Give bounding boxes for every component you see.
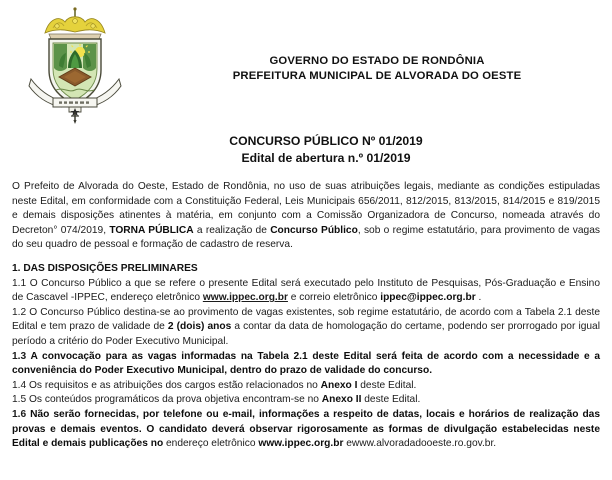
clause-1-1-text-c: . [475, 292, 482, 304]
preamble-text-3: , sob o regime estatutário, para provimento de vagas do seu quadro de pessoal e formação de cadastro de reserva. [12, 224, 600, 251]
ippec-email[interactable]: ippec@ippec.org.br [380, 292, 476, 304]
preamble-bold-concurso-publico: Concurso Público [270, 224, 358, 236]
clause-1-6-number: 1.6 [12, 408, 31, 420]
clause-1-3-number: 1.3 [12, 350, 31, 362]
clause-1-6-reg-a: endereço eletrônico [166, 438, 259, 450]
clause-1-3-text: A convocação para as vagas informadas na Tabela 2.1 deste Edital será feita de acordo com a necessidade e a conveniência do Poder Executivo Municipal, dentro do prazo de validade do concurso. [12, 350, 600, 377]
clause-1-5-text-b: deste Edital. [361, 394, 421, 406]
preamble-text-1: O Prefeito de Alvorada do Oeste, Estado de Rondônia, no uso de suas atribuições legais, mediante as condições estipuladas neste Edital, em conformidade com a Constituição Federal, Leis Municipais 656/2011, 812/2015, 813/2015, 814/2015 e 819/2015 e demais disposições atinentes à matéria, em conjunto com a Comissão Organizadora de Concurso, nomeada através do Decreton° 074/2019, [12, 181, 600, 236]
section-heading-1: 1. DAS DISPOSIÇÕES PRELIMINARES [12, 262, 198, 274]
clause-1-4-text-b: deste Edital. [357, 379, 417, 391]
clause-1-4 [12, 379, 600, 394]
page-title: CONCURSO PÚBLICO Nº 01/2019 [229, 134, 423, 148]
clause-1-4-number: 1.4 [12, 379, 29, 391]
clause-1-1-number: 1.1 [12, 277, 30, 289]
clause-1-5 [12, 393, 600, 408]
preamble-bold-torna-publica: TORNA PÚBLICA [109, 224, 194, 236]
coat-of-arms-icon [23, 6, 127, 124]
alvorada-website-link[interactable]: ewww.alvoradadooeste.ro.gov.br. [343, 438, 497, 450]
page-subtitle: Edital de abertura n.º 01/2019 [241, 151, 411, 165]
ippec-website-link-2[interactable]: www.ippec.org.br [258, 438, 344, 450]
document-body [0, 180, 612, 452]
organization-titles [150, 4, 612, 84]
ippec-website-link[interactable]: www.ippec.org.br [202, 292, 288, 304]
clause-1-6-text-a: Não serão fornecidas, por telefone ou e-mail, informações a respeito de datas, locais e horários de realização das provas e demais eventos. O candidato deverá observar rigorosamente as formas de divulgação estabelecidas neste Edital e demais publicações no [12, 408, 600, 450]
clause-1-6 [12, 408, 600, 452]
clause-1-2-text-a: O Concurso Público destina-se ao provimento de vagas existentes, sob regime estatutário, de acordo com a Tabela 2.1 deste Edital e tem prazo de validade de [12, 306, 600, 333]
government-line: GOVERNO DO ESTADO DE RONDÔNIA [269, 55, 485, 67]
section-spacer [12, 253, 600, 262]
clause-1-2-text-b: a contar da data de homologação do certame, podendo ser prorrogado por igual período a critério do Poder Executivo Municipal. [12, 321, 600, 347]
clause-1-1 [12, 277, 600, 306]
preamble-paragraph [12, 180, 600, 253]
municipality-line: PREFEITURA MUNICIPAL DE ALVORADA DO OESTE [232, 70, 522, 82]
clause-1-1-text-b: e correio eletrônico [287, 292, 381, 304]
clause-1-2-bold-validade: 2 (dois) anos [167, 321, 232, 333]
anexo-ii-reference: Anexo II [321, 394, 362, 406]
clause-1-3 [12, 350, 600, 379]
crest-container [0, 4, 150, 124]
preamble-text-2: a realização de [193, 224, 271, 236]
clause-1-1-text-a: O Concurso Público a que se refere o presente Edital será executado pelo Instituto de Pesquisas, Pós-Graduação e Ensino de Cascavel -IPPEC, endereço eletrônico [12, 277, 600, 304]
clause-1-5-number: 1.5 [12, 394, 29, 406]
clause-1-4-text-a: Os requisitos e as atribuições dos cargos estão relacionados no [29, 379, 321, 391]
document-header [0, 0, 612, 122]
clause-1-2 [12, 306, 600, 350]
clause-1-2-number: 1.2 [12, 306, 30, 318]
anexo-i-reference: Anexo I [320, 379, 358, 391]
document-title-block [0, 133, 612, 167]
clause-1-5-text-a: Os conteúdos programáticos da prova objetiva encontram-se no [29, 394, 322, 406]
